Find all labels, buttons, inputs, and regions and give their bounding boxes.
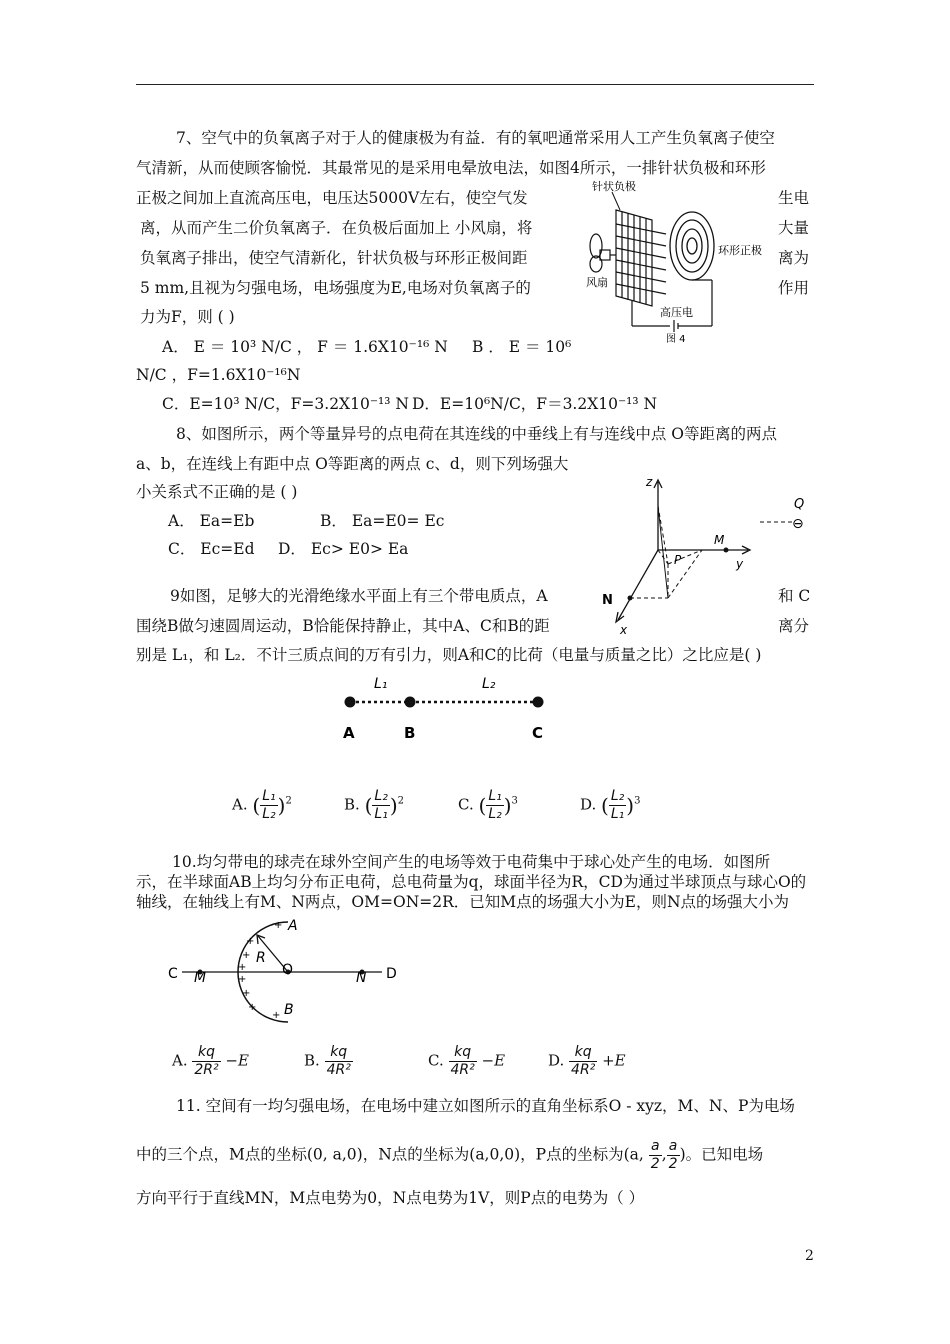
q11-line2-tail: 。已知电场 — [685, 1145, 764, 1164]
point-c-label: C — [532, 724, 544, 742]
axis-z-label: z — [646, 475, 653, 489]
fan-icon — [590, 234, 616, 272]
q7-option-a: A． E ＝ 10³ N/C ， F ＝ 1.6X10⁻¹⁶ N — [162, 338, 448, 356]
plus-sign: + — [274, 920, 283, 931]
denominator: L₁ — [374, 806, 388, 822]
numerator: L₂ — [374, 788, 388, 804]
point-a-label: A — [343, 724, 355, 742]
point-m-label: M — [194, 970, 207, 986]
q9-line1-right: 和 C — [778, 587, 811, 605]
ring-electrode — [670, 212, 714, 280]
label-fan: 风扇 — [586, 276, 608, 289]
numerator: a — [667, 1138, 680, 1156]
plus-sign: + — [242, 988, 251, 999]
option-label: C. — [428, 1051, 444, 1070]
q11-line2: 中的三个点，M点的坐标(0, a,0)，N点的坐标为(a,0,0)，P点的坐标为(a, $\frac{a}{2}$ , $\frac{a}{2}$ )。已知电场 — [136, 1138, 764, 1172]
denominator: 2R² — [194, 1062, 219, 1078]
negative-charge-symbol: ⊖ — [792, 516, 804, 532]
q9-line3: 别是 L₁，和 L₂．不计三质点间的万有引力，则A和C的比荷（电量与质量之比）之比应是( ) — [136, 646, 762, 664]
label-high-voltage: 高压电 — [660, 306, 693, 319]
q8-option-c: C． Ec=Ed — [168, 540, 255, 558]
option-label: D. — [548, 1051, 565, 1070]
q7-option-d: D．E=10⁶N/C，F＝3.2X10⁻¹³ N — [412, 395, 658, 413]
q7-line6: 5 mm,且视为匀强电场，电场强度为E,电场对负氧离子的 — [140, 279, 531, 297]
q9-option-c: C. ( $\frac{\text{L₁}}{\text{L₂}}$ )$^3$ — [458, 788, 518, 822]
option-label: A. — [232, 795, 248, 814]
point-p-label: P — [674, 553, 682, 567]
numerator: a — [649, 1138, 662, 1156]
point-b-label: B — [404, 724, 416, 742]
q10-line3: 轴线，在轴线上有M、N两点，OM=ON=2R．已知M点的场强大小为E，则N点的场强大小为 — [136, 893, 790, 911]
q10-option-b — [304, 1044, 353, 1079]
option-label: B. — [304, 1051, 320, 1070]
q8-line2: a、b，在连线上有距中点 O等距离的两点 c、d，则下列场强大 — [136, 455, 569, 473]
point-c-label: C — [168, 966, 178, 982]
point-a-label: A — [288, 918, 298, 934]
option-tail: −E — [225, 1051, 249, 1070]
exponent: 2 — [285, 795, 292, 807]
q11-line3: 方向平行于直线MN，M点电势为0，N点电势为1V，则P点的电势为（ ） — [136, 1189, 645, 1207]
point-n-label: N — [356, 970, 367, 986]
plus-sign: + — [246, 936, 255, 947]
point-b-label: B — [284, 1002, 294, 1018]
numerator: kq — [192, 1044, 220, 1062]
numerator: L₂ — [610, 788, 625, 804]
q9-option-d: D. ( $\frac{\text{L₂}}{\text{L₁}}$ )$^3$ — [580, 788, 641, 822]
q7-option-c: C．E=10³ N/C，F=3.2X10⁻¹³ N — [162, 395, 409, 413]
denominator: 2 — [650, 1156, 660, 1172]
plus-sign: + — [238, 974, 247, 985]
q7-line4-right: 大量 — [778, 219, 810, 237]
axis-x-label: x — [620, 623, 628, 637]
q9-line2: 围绕B做匀速圆周运动，B恰能保持静止，其中A、C和B的距 — [136, 617, 550, 635]
denominator: 4R² — [326, 1062, 351, 1078]
denominator: 2 — [668, 1156, 678, 1172]
q11-line1: 11. 空间有一均匀强电场，在电场中建立如图所示的直角坐标系O - xyz，M、N、P为电场 — [176, 1097, 795, 1115]
q7-line4: 离，从而产生二价负氧离子．在负极后面加上 小风扇，将 — [140, 219, 533, 237]
q7-option-b2: N/C ，F=1.6X10⁻¹⁶N — [136, 366, 301, 384]
option-label: D. — [580, 795, 597, 814]
coordinate-axes-figure — [596, 468, 820, 640]
distance-l1-label: L₁ — [374, 676, 388, 692]
q7-line3-right: 生电 — [778, 189, 810, 207]
option-label: A. — [172, 1051, 188, 1070]
q9-line1: 9如图，足够大的光滑绝缘水平面上有三个带电质点，A — [170, 587, 548, 605]
q10-line2: 示，在半球面AB上均匀分布正电荷，总电荷量为q，球面半径为R，CD为通过半球顶点与球心O的 — [136, 873, 807, 891]
q7-line1: 7、空气中的负氧离子对于人的健康极为有益．有的氧吧通常采用人工产生负氧离子使空 — [176, 129, 775, 147]
q7-line5: 负氧离子排出，使空气清新化，针状负极与环形正极间距 — [140, 249, 528, 267]
option-label: B. — [344, 795, 360, 814]
exponent: 2 — [397, 795, 404, 807]
q10-option-a — [172, 1044, 249, 1079]
header-rule — [136, 84, 814, 85]
q10-option-d — [548, 1044, 626, 1079]
denominator: L₁ — [610, 806, 625, 822]
point-n-label: N — [602, 593, 613, 608]
q8-option-a: A． Ea=Eb — [168, 512, 255, 530]
q8-option-d: D． Ec> E0> Ea — [278, 540, 409, 558]
q7-line5-right: 离为 — [778, 249, 810, 267]
q7-option-b1: B ． E ＝ 10⁶ — [472, 338, 572, 356]
point-m-label: M — [714, 533, 725, 547]
numerator: kq — [449, 1044, 477, 1062]
exponent: 3 — [634, 795, 641, 807]
numerator: kq — [569, 1044, 597, 1062]
figure-4-caption: 图 4 — [666, 334, 686, 344]
plus-sign: + — [238, 962, 247, 973]
denominator: L₂ — [262, 806, 276, 822]
q9-line2-right: 离分 — [778, 617, 810, 635]
q10-line1: 10.均匀带电的球壳在球外空间产生的电场等效于电荷集中于球心处产生的电场．如图所 — [172, 853, 771, 871]
charge-q-label: Q — [794, 497, 805, 512]
plus-sign: + — [272, 1010, 281, 1021]
needle-grid — [616, 210, 666, 306]
distance-l2-label: L₂ — [482, 676, 496, 692]
hemisphere-figure — [164, 912, 404, 1024]
option-tail: +E — [602, 1051, 626, 1070]
q9-option-a: A. ( $\frac{\text{L₁}}{\text{L₂}}$ )$^2$ — [232, 788, 292, 822]
denominator: 4R² — [450, 1062, 475, 1078]
figure-4-ionizer — [582, 176, 768, 344]
q9-option-b: B. ( $\frac{\text{L₂}}{\text{L₁}}$ )$^2$ — [344, 788, 404, 822]
denominator: 4R² — [571, 1062, 596, 1078]
q7-line6-right: 作用 — [778, 279, 810, 297]
q7-line3: 正极之间加上直流高压电，电压达5000V左右，使空气发 — [136, 189, 528, 207]
q8-line1: 8、如图所示，两个等量异号的点电荷在其连线的中垂线上有与连线中点 O等距离的两点 — [176, 425, 777, 443]
page-number: 2 — [805, 1248, 814, 1264]
numerator: L₁ — [488, 788, 502, 804]
radius-r-label: R — [256, 950, 266, 966]
q10-option-c — [428, 1044, 505, 1079]
q8-line3: 小关系式不正确的是 ( ) — [136, 483, 298, 501]
exponent: 3 — [511, 795, 518, 807]
option-tail: −E — [481, 1051, 506, 1070]
label-ring-anode: 环形正极 — [718, 244, 762, 257]
numerator: kq — [325, 1044, 353, 1062]
option-label: C. — [458, 795, 474, 814]
q7-line2: 气清新，从而使顾客愉悦．其最常见的是采用电晕放电法，如图4所示，一排针状负极和环形 — [136, 159, 766, 177]
label-needle-cathode: 针状负极 — [592, 180, 636, 193]
three-charges-figure — [330, 668, 560, 748]
q7-line7: 力为F，则 ( ) — [140, 308, 235, 326]
q8-option-b: B． Ea=E0= Ec — [320, 512, 445, 530]
point-d-label: D — [386, 966, 397, 982]
center-o-label: O — [282, 962, 294, 978]
denominator: L₂ — [488, 806, 502, 822]
plus-sign: + — [242, 950, 251, 961]
axis-y-label: y — [736, 557, 744, 571]
q11-line2-text: 中的三个点，M点的坐标(0, a,0)，N点的坐标为(a,0,0)，P点的坐标为(a, — [136, 1145, 644, 1164]
numerator: L₁ — [262, 788, 276, 804]
plus-sign: + — [248, 1002, 257, 1013]
